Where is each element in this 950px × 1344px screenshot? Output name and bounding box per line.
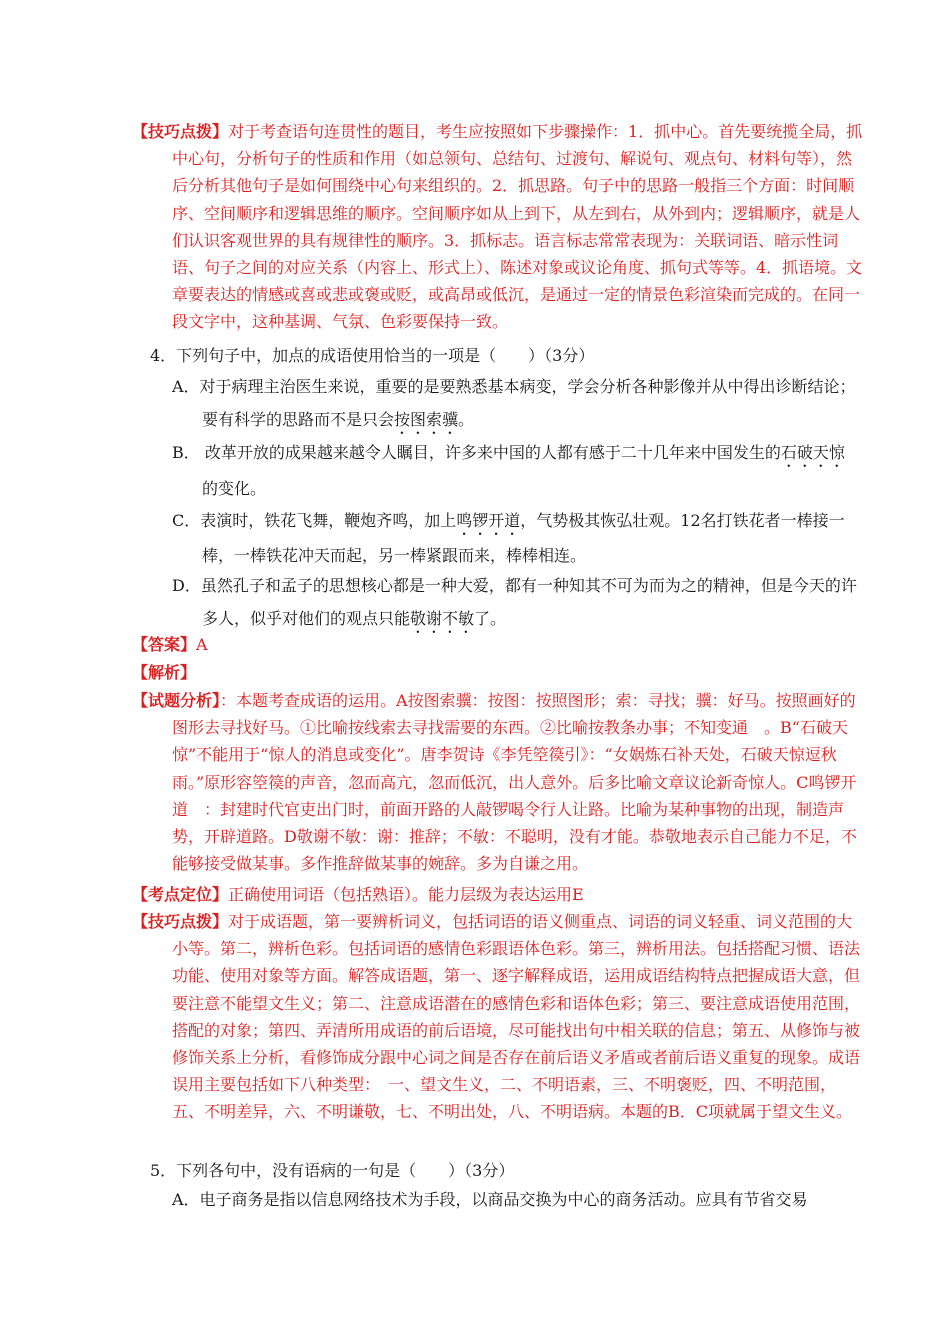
question-5-option-a: A．电子商务是指以信息网络技术为手段，以商品交换为中心的商务活动。应具有节省交易 (172, 1190, 808, 1209)
jiexi-tag: 【解析】 (132, 663, 197, 682)
tip-text: 对于成语题，第一要辨析词义，包括词语的语义侧重点、词语的词义轻重、词义范围的大小等。第二，辨析色彩。包括词语的感情色彩跟语体色彩。第三，辨析用法。包括搭配习惯、语法功能、使用对象等方面。解答成语题，第一、逐字解释成语，运用成语结构特点把握成语大意，但要注意不能望文生义；第二、注意成语潜在的感情色彩和语体色彩；第三、要注意成语使用范围，搭配的对象；第四、弄清所用成语的前后语境，尽可能找出句中相关联的信息；第五、从修饰与被修饰关系上分析，看修饰成分跟中心词之间是否存在前后语义矛盾或者前后语义重复的现象。成语误用主要包括如下八种类型： 一、望文生义，二、不明语素，三、不明褒贬，四、不明范围，五、不明差异，六、不明谦敬，七、不明出处，八、不明语病。本题的B．C项就属于望文生义。 (172, 912, 861, 1122)
dotted-idiom: 鸣锣开道 (456, 511, 521, 530)
answer-line (132, 631, 827, 658)
dotted-idiom: 按图索骥 (394, 410, 459, 429)
question-5-stem: 5．下列各句中，没有语病的一句是（ ）（3分） (150, 1161, 515, 1180)
question-4-option-d: D．虽然孔子和孟子的思想核心都是一种大爱，都有一种知其不可为而为之的精神，但是今天的许多人，似乎对他们的观点只能敬谢不敏了。 (172, 576, 857, 628)
kaodian-line (132, 881, 827, 908)
analysis-paragraph (132, 687, 867, 877)
analysis-tag: 【试题分析】 (132, 691, 221, 710)
tip-paragraph-1 (132, 118, 867, 346)
answer-tag: 【答案】 (132, 635, 197, 654)
tip-tag: 【技巧点拨】 (132, 912, 229, 931)
tip-text: 对于考查语句连贯性的题目，考生应按照如下步骤操作：1．抓中心。首先要统揽全局，抓中心句，分析句子的性质和作用（如总领句、总结句、过渡句、解说句、观点句、材料句等），然后分析其他句子是如何围绕中心句来组织的。2．抓思路。句子中的思路一般指三个方面：时间顺序、空间顺序和逻辑思维的顺序。空间顺序如从上到下，从左到右，从外到内；逻辑顺序，就是人们认识客观世界的具有规律性的顺序。3．抓标志。语言标志常常表现为：关联词语、暗示性词语、句子之间的对应关系（内容上、形式上）、陈述对象或议论角度、抓句式等等。4．抓语境。文章要表达的情感或喜或悲或褒或贬，或高昂或低沉，是通过一定的情景色彩渲染而完成的。在同一段文字中，这种基调、气氛、色彩要保持一致。 (172, 122, 863, 332)
analysis-heading (132, 659, 827, 686)
kaodian-text: 正确使用词语（包括熟语）。能力层级为表达运用E (228, 885, 584, 904)
question-4-option-b: B． 改革开放的成果越来越令人瞩目，许多来中国的人都有感于二十几年来中国发生的石破天惊的变化。 (172, 443, 845, 498)
tip-paragraph-2 (132, 908, 867, 1126)
question-4-stem: 4．下列句子中，加点的成语使用恰当的一项是（ ）（3分） (150, 346, 595, 365)
answer-value: A (196, 635, 208, 654)
analysis-text: ：本题考查成语的运用。A按图索骥：按图：按照图形；索：寻找；骥：好马。按照画好的图形去寻找好马。①比喻按线索去寻找需要的东西。②比喻按教条办事；不知变通 。B“石破天惊”不能用于“惊人的消息或变化”。唐李贺诗《李凭箜篌引》：“女娲炼石补天处，石破天惊逗秋雨。”原形容箜篌的声音，忽而高亢，忽而低沉，出人意外。后多比喻文章议论新奇惊人。C鸣锣开道 ：封建时代官吏出门时，前面开路的人敲锣喝令行人让路。比喻为某种事物的出现，制造声势，开辟道路。D敬谢不敏：谢：推辞；不敏：不聪明，没有才能。恭敬地表示自己能力不足，不能够接受做某事。多作推辞做某事的婉辞。多为自谦之用。 (172, 691, 857, 874)
dotted-idiom: 石破天惊 (780, 443, 845, 462)
dotted-idiom: 敬谢不敏 (410, 609, 475, 628)
tip-tag: 【技巧点拨】 (132, 122, 229, 141)
kaodian-tag: 【考点定位】 (132, 885, 229, 904)
question-4-option-c: C．表演时，铁花飞舞，鞭炮齐鸣，加上鸣锣开道，气势极其恢弘壮观。12名打铁花者一棒接一棒，一棒铁花冲天而起，另一棒紧跟而来，棒棒相连。 (172, 511, 845, 565)
question-4-option-a: A．对于病理主治医生来说，重要的是要熟悉基本病变，学会分析各种影像并从中得出诊断结论；要有科学的思路而不是只会按图索骥。 (172, 377, 856, 429)
